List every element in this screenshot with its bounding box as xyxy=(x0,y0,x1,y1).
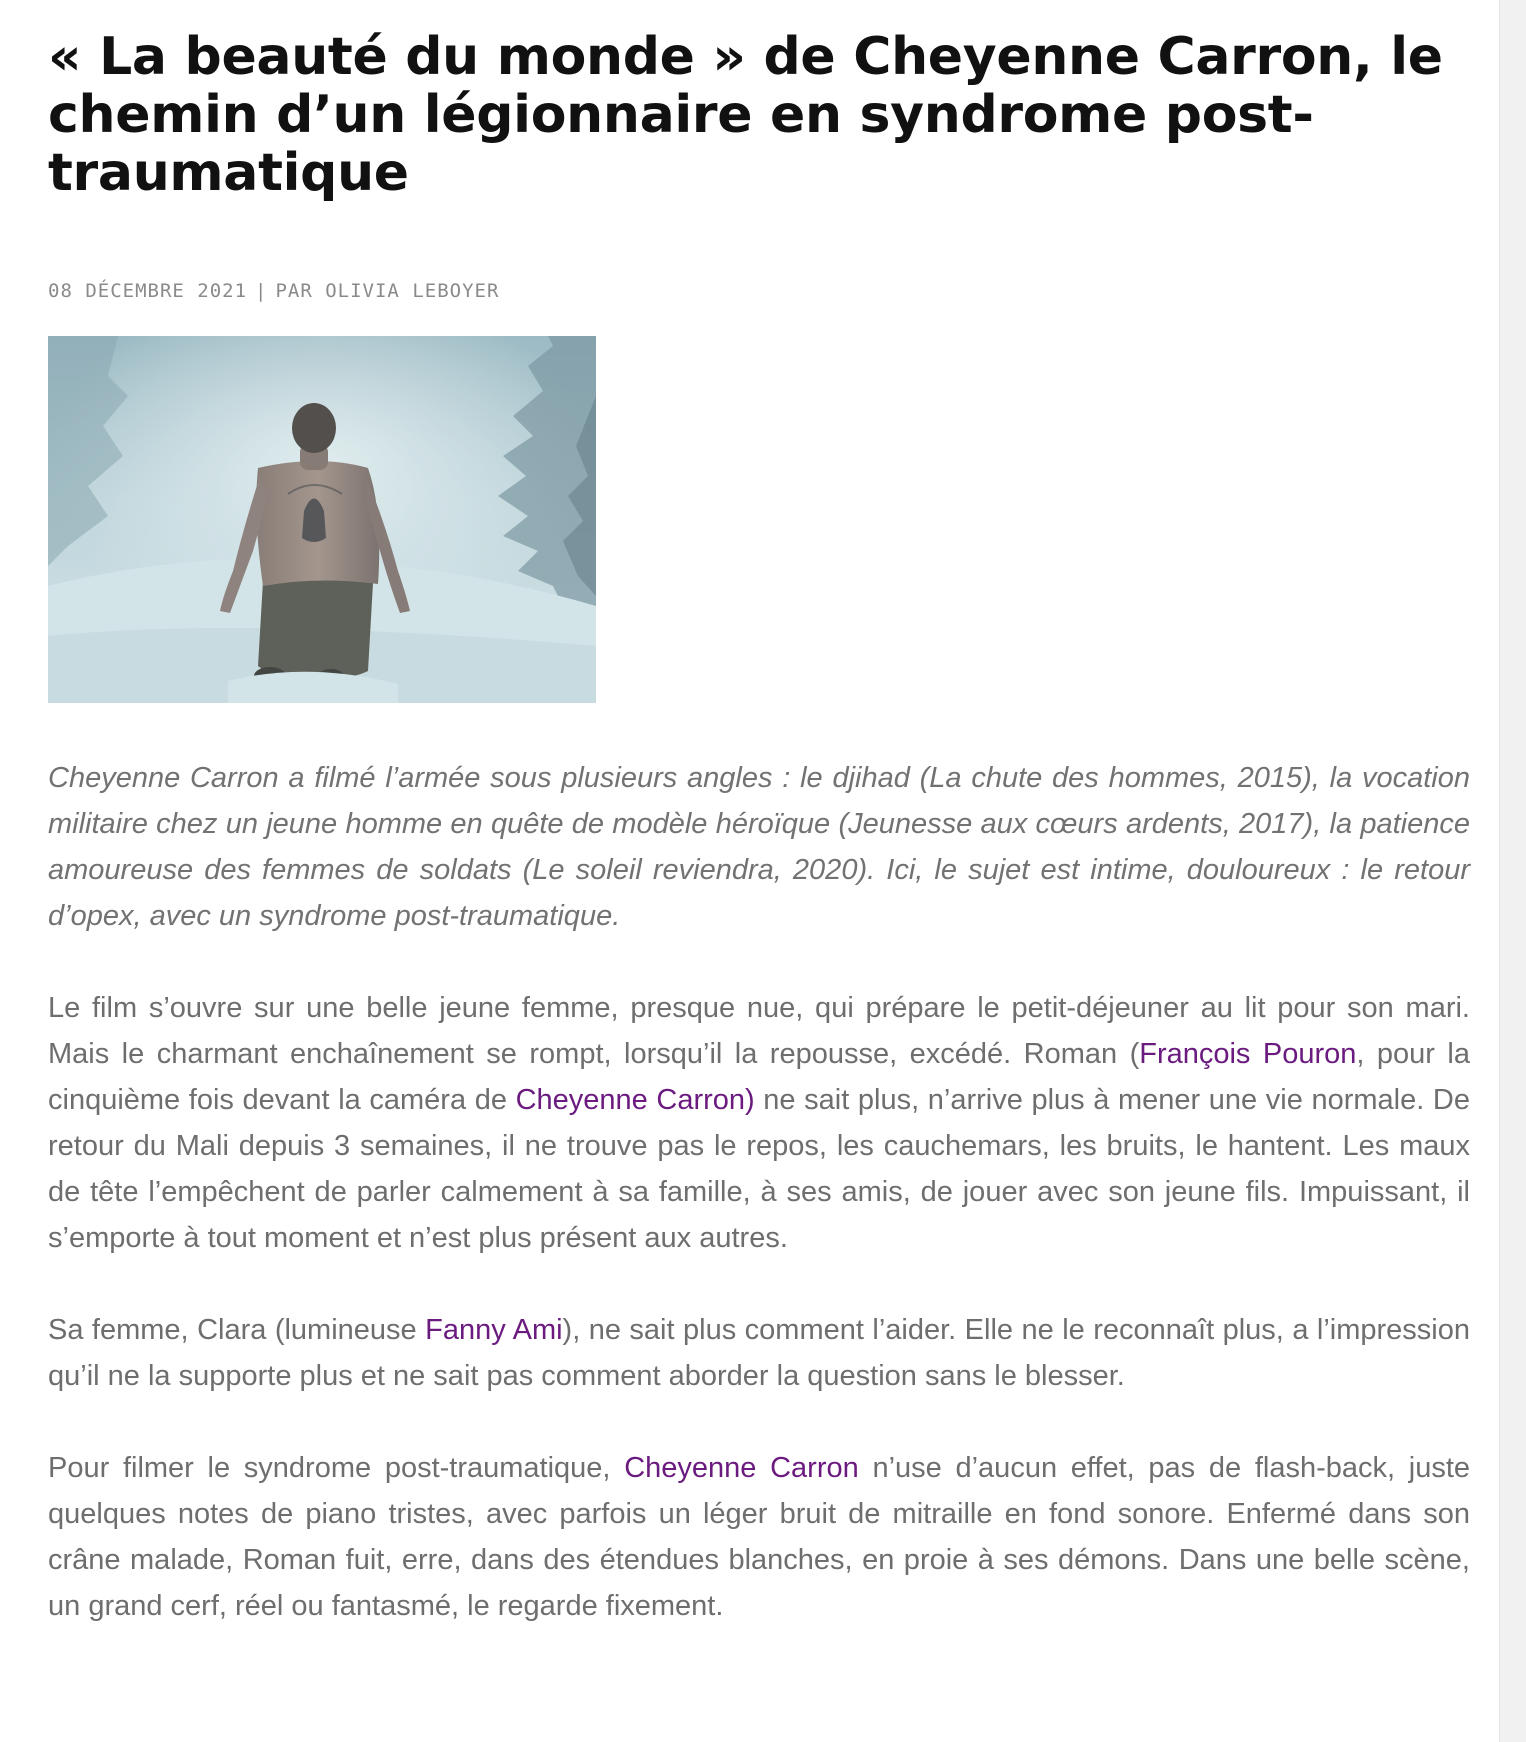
paragraph-text: Sa femme, Clara (lumineuse xyxy=(48,1314,426,1346)
publish-date: 08 DÉCEMBRE 2021 xyxy=(48,280,248,302)
article-body xyxy=(48,755,1470,1629)
link-cheyenne-carron[interactable]: Cheyenne Carron xyxy=(624,1452,859,1484)
link-cheyenne-carron[interactable]: Cheyenne Carron) xyxy=(515,1084,755,1116)
paragraph-2 xyxy=(48,1307,1470,1399)
author-byline[interactable]: PAR OLIVIA LEBOYER xyxy=(275,280,500,302)
link-fanny-ami[interactable]: Fanny Ami xyxy=(425,1314,563,1346)
article-intro: Cheyenne Carron a filmé l’armée sous plusieurs angles : le djihad (La chute des hommes, 2015), la vocation militaire chez un jeune homme en quête de modèle héroïque (Jeunesse aux cœurs ardents, 2017), la patience amoureuse des femmes de soldats (Le soleil reviendra, 2020). Ici, le sujet est intime, douloureux : le retour d’opex, avec un syndrome post-traumatique. xyxy=(48,762,1470,932)
link-francois-pouron[interactable]: François Pouron xyxy=(1139,1038,1357,1070)
meta-separator: | xyxy=(255,280,268,302)
hero-image xyxy=(48,336,596,703)
paragraph-text: Pour filmer le syndrome post-traumatique, xyxy=(48,1452,625,1484)
article-title: « La beauté du monde » de Cheyenne Carron, le chemin d’un légionnaire en syndrome post-traumatique xyxy=(48,27,1443,203)
paragraph-text: , pour la cinquième fois devant la caméra de xyxy=(48,1038,1470,1116)
paragraph-text: ne sait plus, n’arrive plus à mener une vie normale. De retour du Mali depuis 3 semaines, il ne trouve pas le repos, les cauchemars, les bruits, le hantent. Les maux de tête l’empêchent de parler calmement à sa famille, à ses amis, de jouer avec son jeune fils. Impuissant, il s’emporte à tout moment et n’est plus présent aux autres. xyxy=(48,1084,1470,1254)
paragraph-text: ), ne sait plus comment l’aider. Elle ne le reconnaît plus, a l’impression qu’il ne la supporte plus et ne sait pas comment aborder la question sans le blesser. xyxy=(48,1314,1471,1392)
paragraph-1 xyxy=(48,985,1470,1261)
article xyxy=(48,28,1470,1675)
paragraph-text: Le film s’ouvre sur une belle jeune femme, presque nue, qui prépare le petit-déjeuner au lit pour son mari. Mais le charmant enchaînement se rompt, lorsqu’il la repousse, excédé. Roman ( xyxy=(48,992,1470,1070)
paragraph-3 xyxy=(48,1445,1470,1629)
article-meta xyxy=(48,280,1470,302)
scrollbar[interactable] xyxy=(1499,0,1526,1742)
paragraph-text: n’use d’aucun effet, pas de flash-back, juste quelques notes de piano tristes, avec parfois un léger bruit de mitraille en fond sonore. Enfermé dans son crâne malade, Roman fuit, erre, dans des étendues blanches, en proie à ses démons. Dans une belle scène, un grand cerf, réel ou fantasmé, le regarde fixement. xyxy=(48,1452,1471,1622)
